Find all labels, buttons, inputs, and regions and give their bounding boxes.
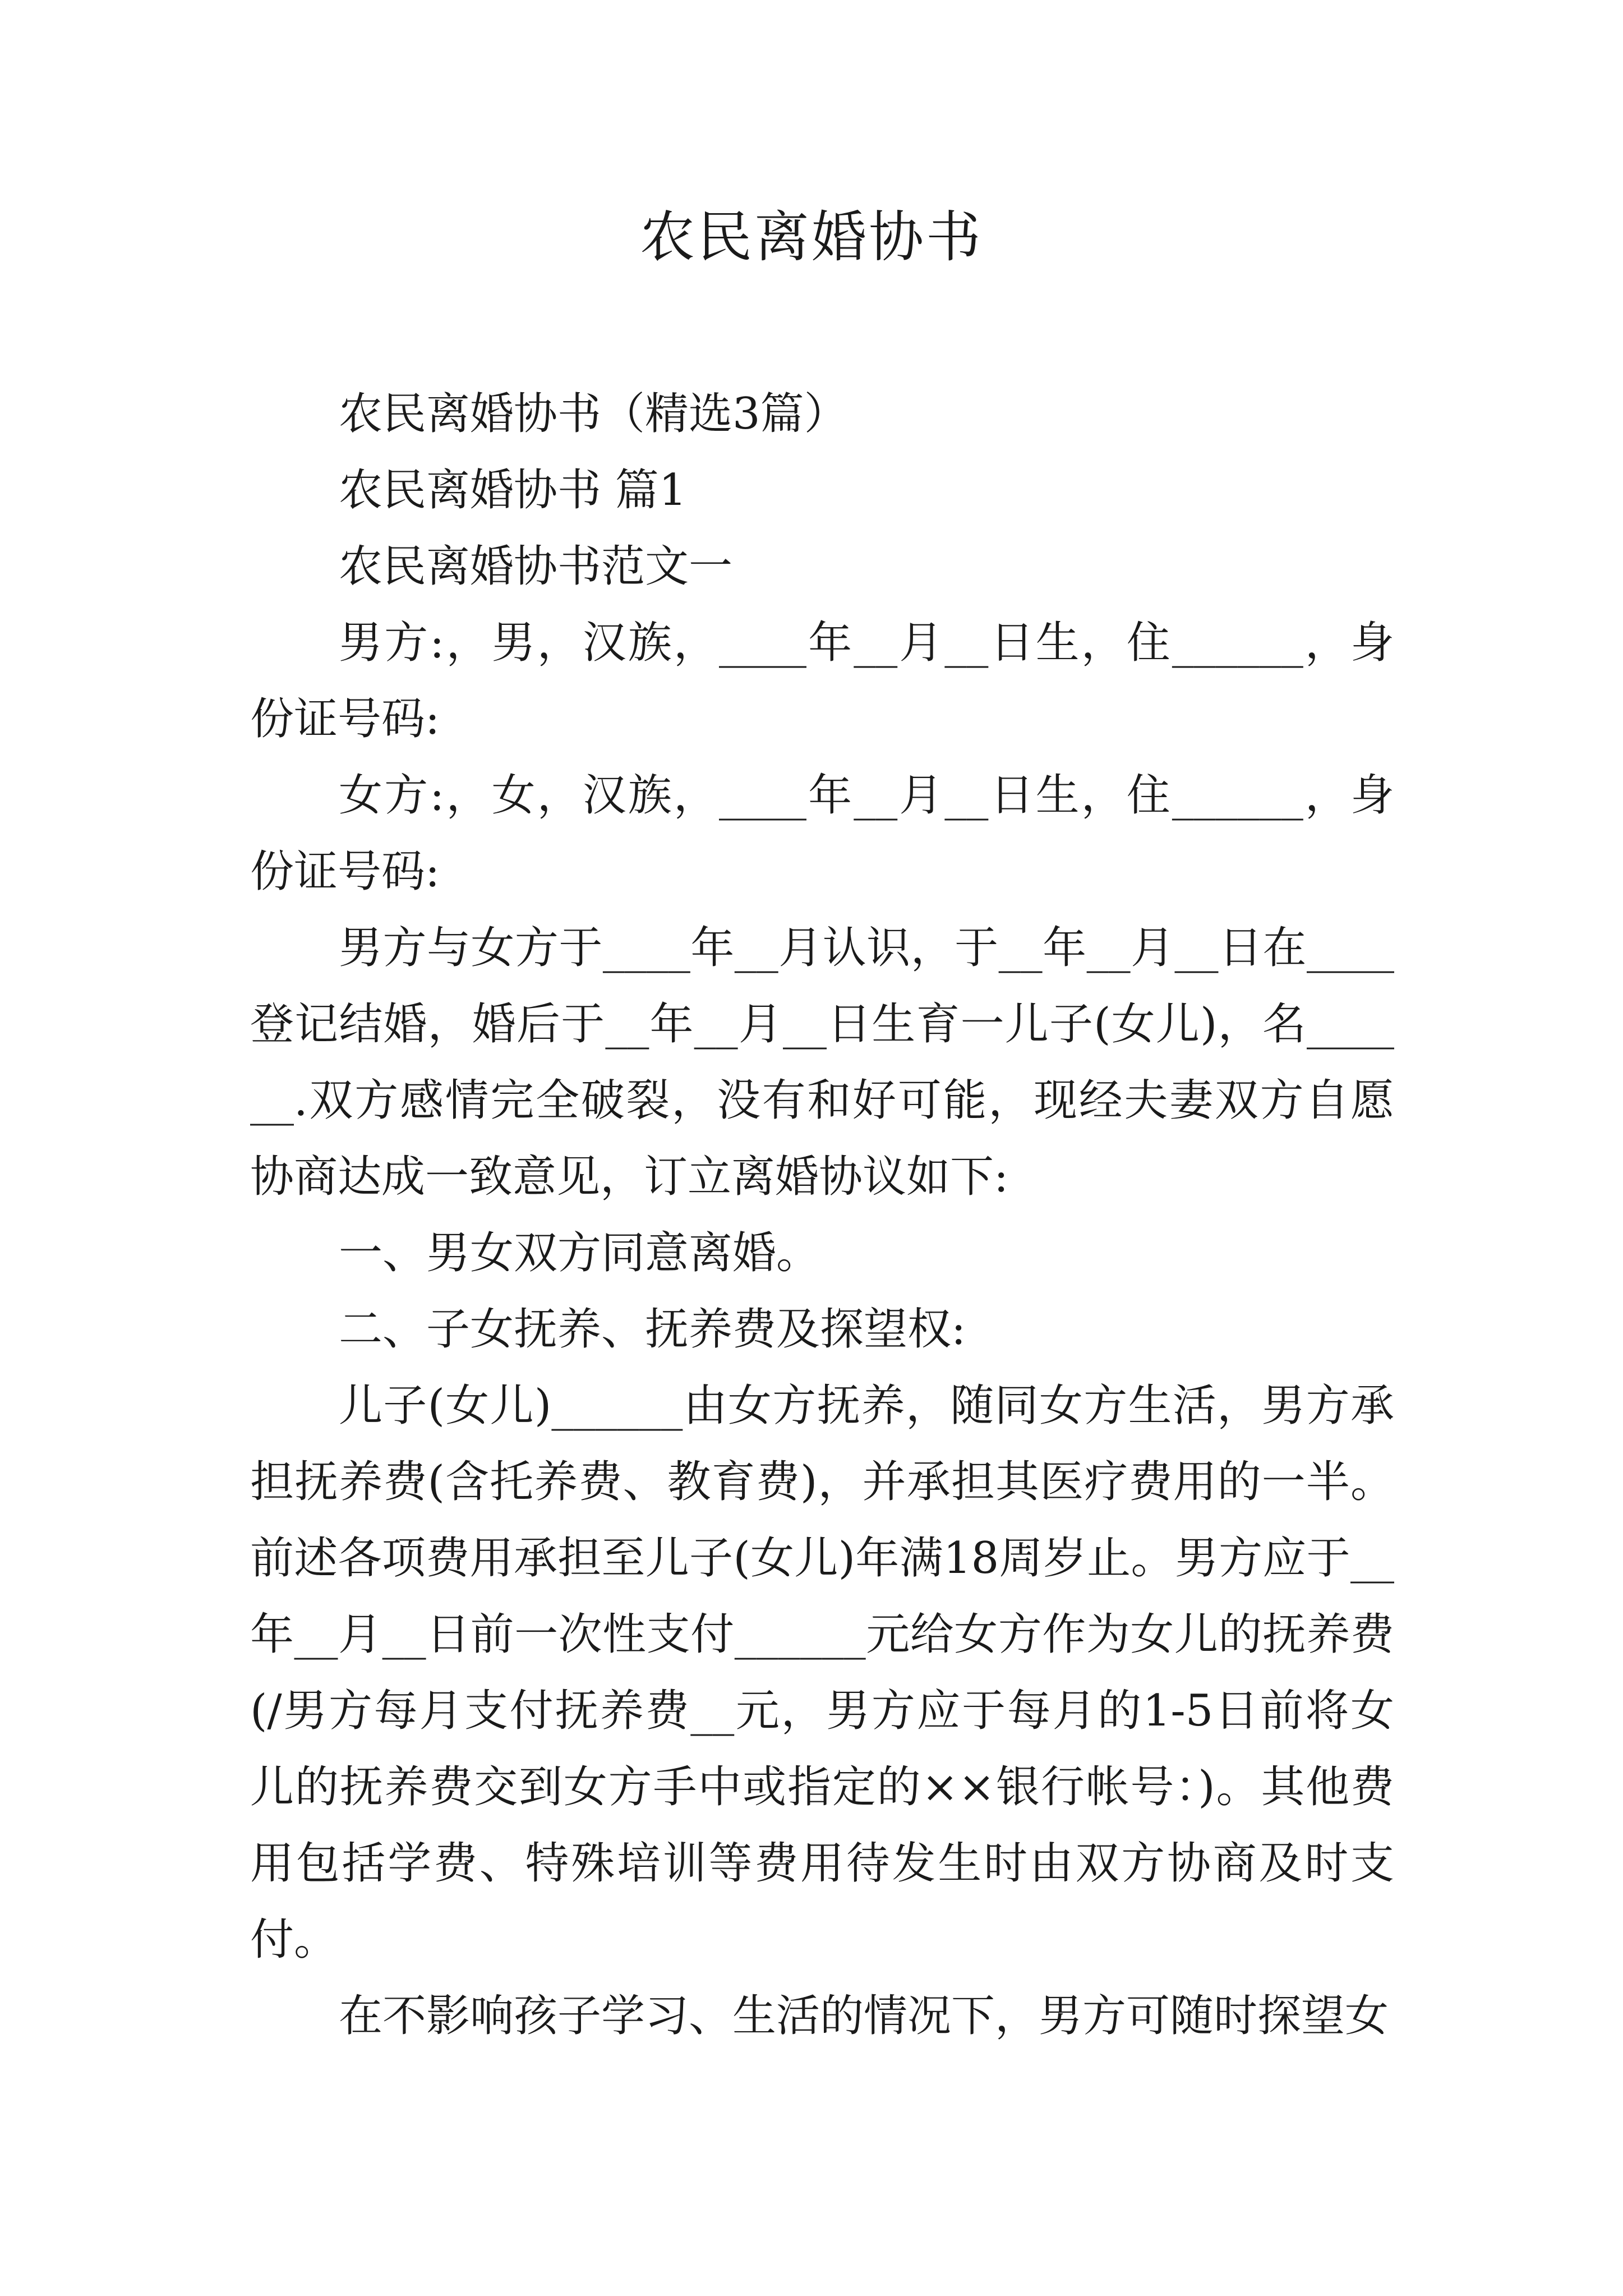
document-title: 农民离婚协书 xyxy=(639,205,983,269)
paragraph-wife-info: 女方:，女，汉族，____年__月__日生，住______，身份证号码: xyxy=(250,770,1394,897)
paragraph-marriage-background: 男方与女方于____年__月认识，于__年__月__日在____登记结婚，婚后于__年__月__日生育一儿子(女儿)，名______.双方感情完全破裂，没有和好可能，现经夫妻双方自愿协商达成一致意见，订立离婚协议如下: xyxy=(250,923,1394,1202)
paragraph-clause-2-heading: 二、子女抚养、抚养费及探望权: xyxy=(339,1304,966,1355)
paragraph-section-heading: 农民离婚协书 篇1 xyxy=(339,465,687,516)
paragraph-sample-heading: 农民离婚协书范文一 xyxy=(339,541,733,592)
document-body xyxy=(250,376,1394,2054)
paragraph-child-support: 儿子(女儿)______由女方抚养，随同女方生活，男方承担抚养费(含托养费、教育费)，并承担其医疗费用的一半。前述各项费用承担至儿子(女儿)年满18周岁止。男方应于__年__月__日前一次性支付______元给女方作为女儿的抚养费(/男方每月支付抚养费__元，男方应于每月的1-5日前将女儿的抚养费交到女方手中或指定的××银行帐号：)。其他费用包括学费、特殊培训等费用待发生时由双方协商及时支付。 xyxy=(250,1381,1394,1965)
paragraph-clause-1: 一、男女双方同意离婚。 xyxy=(339,1228,820,1278)
paragraph-visitation: 在不影响孩子学习、生活的情况下，男方可随时探望女 xyxy=(339,1991,1389,2041)
paragraph-subtitle: 农民离婚协书（精选3篇） xyxy=(339,389,848,439)
paragraph-husband-info: 男方:，男，汉族，____年__月__日生，住______，身份证号码: xyxy=(250,618,1394,744)
